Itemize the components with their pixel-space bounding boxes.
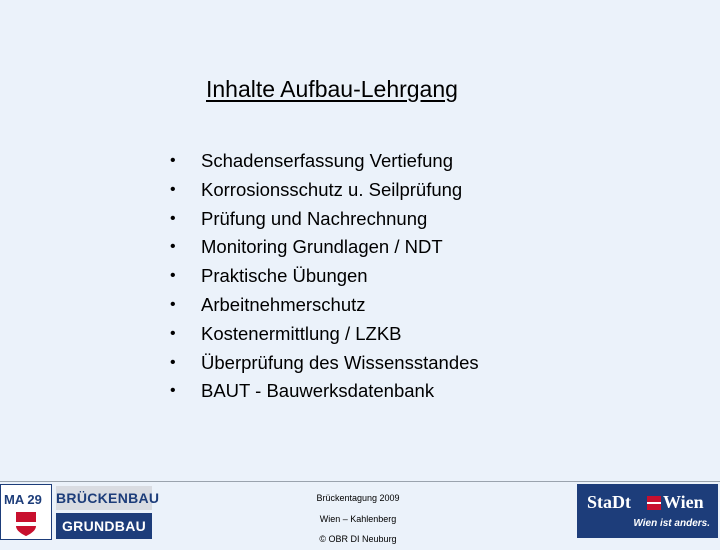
list-item <box>170 377 479 406</box>
bullet-icon: • <box>170 209 176 227</box>
grundbau-label: GRUNDBAU <box>56 513 152 539</box>
list-item <box>170 205 479 234</box>
list-item-text: Monitoring Grundlagen / NDT <box>201 236 443 258</box>
slide-title: Inhalte Aufbau-Lehrgang <box>206 76 458 102</box>
list-item-text: Kostenermittlung / LZKB <box>201 322 402 344</box>
list-item-text: BAUT - Bauwerksdatenbank <box>201 380 435 402</box>
list-item-text: Schadenserfassung Vertiefung <box>201 150 453 171</box>
wien-label: Wien <box>663 492 704 512</box>
vienna-flag-icon <box>15 511 37 537</box>
bullet-icon: • <box>170 382 176 400</box>
list-item <box>170 291 479 320</box>
stadt-wien-logo <box>577 484 718 538</box>
list-item <box>170 233 479 262</box>
brueckenbau-label: BRÜCKENBAU <box>56 486 152 510</box>
ma29-label: MA 29 <box>4 492 42 507</box>
bullet-icon: • <box>170 267 176 285</box>
event-name: Brückentagung 2009 <box>316 493 400 503</box>
event-location: Wien – Kahlenberg <box>319 513 397 524</box>
list-item <box>170 262 479 291</box>
vienna-cross-icon <box>647 496 661 510</box>
list-item-text: Überprüfung des Wissensstandes <box>201 351 479 373</box>
bullet-icon: • <box>170 324 176 342</box>
bullet-icon: • <box>170 238 176 256</box>
list-item-text: Prüfung und Nachrechnung <box>201 207 428 229</box>
stadt-label: StaDt <box>587 492 631 512</box>
bullet-icon: • <box>170 180 176 198</box>
bullet-icon: • <box>170 295 176 313</box>
list-item-text: Arbeitnehmerschutz <box>201 293 366 315</box>
list-item <box>170 320 479 349</box>
footer-info <box>280 488 436 550</box>
list-item-text: Korrosionsschutz u. Seilprüfung <box>201 178 463 200</box>
list-item <box>170 147 479 176</box>
list-item-text: Praktische Übungen <box>201 265 368 287</box>
ma29-logo <box>0 484 160 540</box>
content-list <box>170 147 479 406</box>
list-item <box>170 176 479 205</box>
list-item <box>170 349 479 378</box>
bullet-icon: • <box>170 152 176 169</box>
slogan: Wien ist anders. <box>633 518 710 529</box>
bullet-icon: • <box>170 353 176 371</box>
ma29-badge <box>0 484 52 540</box>
copyright: © OBR DI Neuburg <box>319 534 397 544</box>
footer-divider <box>0 481 720 482</box>
